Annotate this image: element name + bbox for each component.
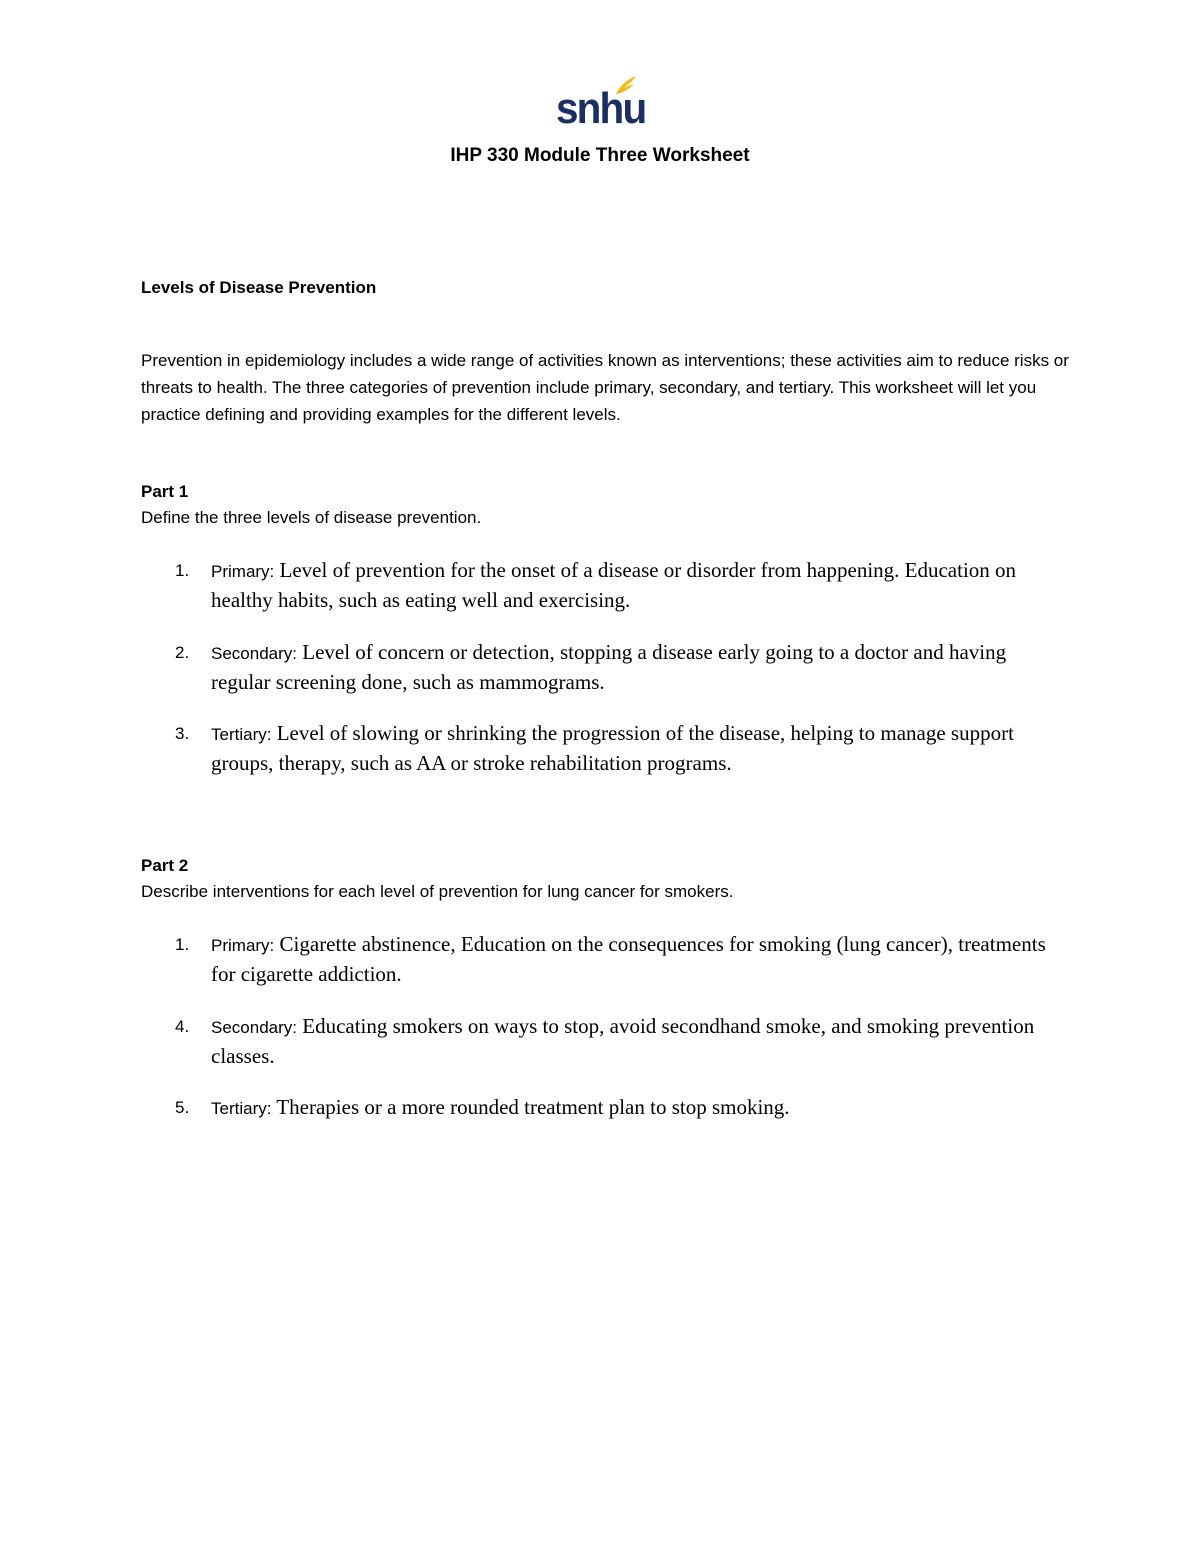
list-item-text: Level of prevention for the onset of a disease or disorder from happening. Education on healthy habits, such as eating well and exercising. (211, 558, 1017, 612)
list-item-number: 4. (175, 1017, 190, 1036)
intro-paragraph: Prevention in epidemiology includes a wide range of activities known as interventions; these activities aim to reduce risks or threats to health. The three categories of prevention include primary, secondary, and tertiary. This worksheet will let you practice defining and providing examples for the different levels. (141, 351, 1069, 424)
list-item (141, 1093, 1061, 1123)
list-item (141, 556, 1061, 614)
list-item-text: Educating smokers on ways to stop, avoid secondhand smoke, and smoking prevention classes. (211, 1014, 1035, 1068)
snhu-logo (556, 74, 646, 133)
list-item-number: 1. (175, 935, 190, 954)
list-item-label: Primary: (211, 936, 275, 955)
list-item-text: Level of slowing or shrinking the progression of the disease, helping to manage support groups, therapy, such as AA or stroke rehabilitation programs. (211, 721, 1014, 775)
list-item-label: Secondary: (211, 644, 297, 663)
logo-text: snhu (556, 84, 646, 133)
list-item-text: Cigarette abstinence, Education on the consequences for smoking (lung cancer), treatments for cigarette addiction. (211, 932, 1046, 986)
part2-heading: Part 2 (141, 856, 189, 875)
list-item-label: Secondary: (211, 1018, 297, 1037)
list-item (141, 719, 1061, 777)
document-title: IHP 330 Module Three Worksheet (450, 145, 750, 166)
part1-heading: Part 1 (141, 482, 189, 501)
list-item (141, 638, 1061, 696)
list-item (141, 1012, 1061, 1070)
list-item-text: Level of concern or detection, stopping a disease early going to a doctor and having regular screening done, such as mammograms. (211, 640, 1007, 694)
list-item-label: Primary: (211, 562, 275, 581)
list-item-number: 5. (175, 1098, 190, 1117)
list-item-number: 3. (175, 724, 190, 743)
list-item-label: Tertiary: (211, 1099, 272, 1118)
list-item (141, 930, 1061, 988)
section-heading: Levels of Disease Prevention (141, 278, 377, 297)
list-item-number: 1. (175, 561, 190, 580)
part1-instruction: Define the three levels of disease prevention. (141, 508, 482, 527)
list-item-label: Tertiary: (211, 725, 272, 744)
part2-instruction: Describe interventions for each level of prevention for lung cancer for smokers. (141, 882, 734, 901)
list-item-text: Therapies or a more rounded treatment plan to stop smoking. (276, 1095, 790, 1119)
list-item-number: 2. (175, 643, 190, 662)
